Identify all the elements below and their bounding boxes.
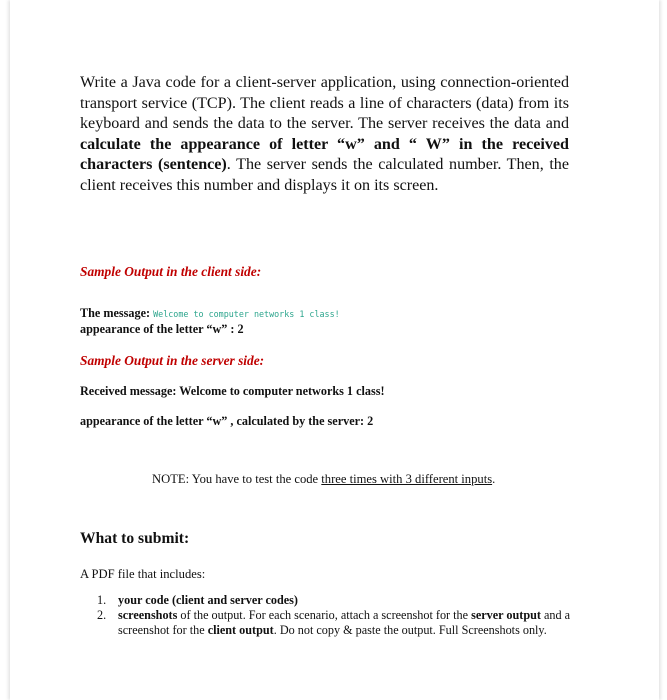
intro-bold-text: calculate the appearance of letter “w” and “ W” in the received characters (sentence) [80, 135, 569, 174]
note-prefix: NOTE: You have to test the code [152, 472, 322, 486]
intro-text-end: . The server sends the calculated number. Then, the client receives this number and displays it on its screen. [80, 156, 569, 194]
list-item [97, 593, 573, 608]
note-text [152, 472, 495, 487]
submission-list [97, 593, 573, 638]
assignment-description [80, 73, 569, 197]
list-item [97, 608, 573, 638]
pdf-line: A PDF file that includes: [80, 567, 206, 581]
client-message-value: Welcome to computer networks 1 class! [153, 309, 340, 319]
client-message-label: The message: [80, 306, 151, 320]
list-item-bold: server output [471, 608, 541, 622]
note-suffix: . [492, 472, 496, 486]
submit-title: What to submit: [80, 530, 190, 547]
list-item-text: of the output. For each scenario, attach a screenshot for the [177, 608, 472, 622]
list-number: 1. [97, 593, 107, 607]
server-sample-heading: Sample Output in the server side: [80, 353, 265, 368]
list-item-text: your code (client and server codes) [118, 593, 298, 607]
client-appearance-line: appearance of the letter “w” : 2 [80, 322, 244, 336]
server-appearance-line: appearance of the letter “w” , calculated by the server: 2 [80, 414, 374, 428]
list-item-text: . Do not copy & paste the output. Full Screenshots only. [273, 623, 547, 637]
list-number: 2. [97, 608, 107, 622]
intro-text: Write a Java code for a client-server application, using connection-oriented transport service (TCP). The client reads a line of characters (data) from its keyboard and sends the data to the server. The server receives the data and [80, 74, 569, 133]
client-message-line [80, 306, 340, 321]
list-item-bold: screenshots [118, 608, 178, 622]
server-received-line: Received message: Welcome to computer networks 1 class! [80, 384, 385, 398]
note-underlined: three times with 3 different inputs [321, 472, 493, 486]
client-sample-heading: Sample Output in the client side: [80, 264, 262, 279]
list-item-text: and a screenshot for the [118, 608, 571, 637]
list-item-bold: client output [207, 623, 274, 637]
